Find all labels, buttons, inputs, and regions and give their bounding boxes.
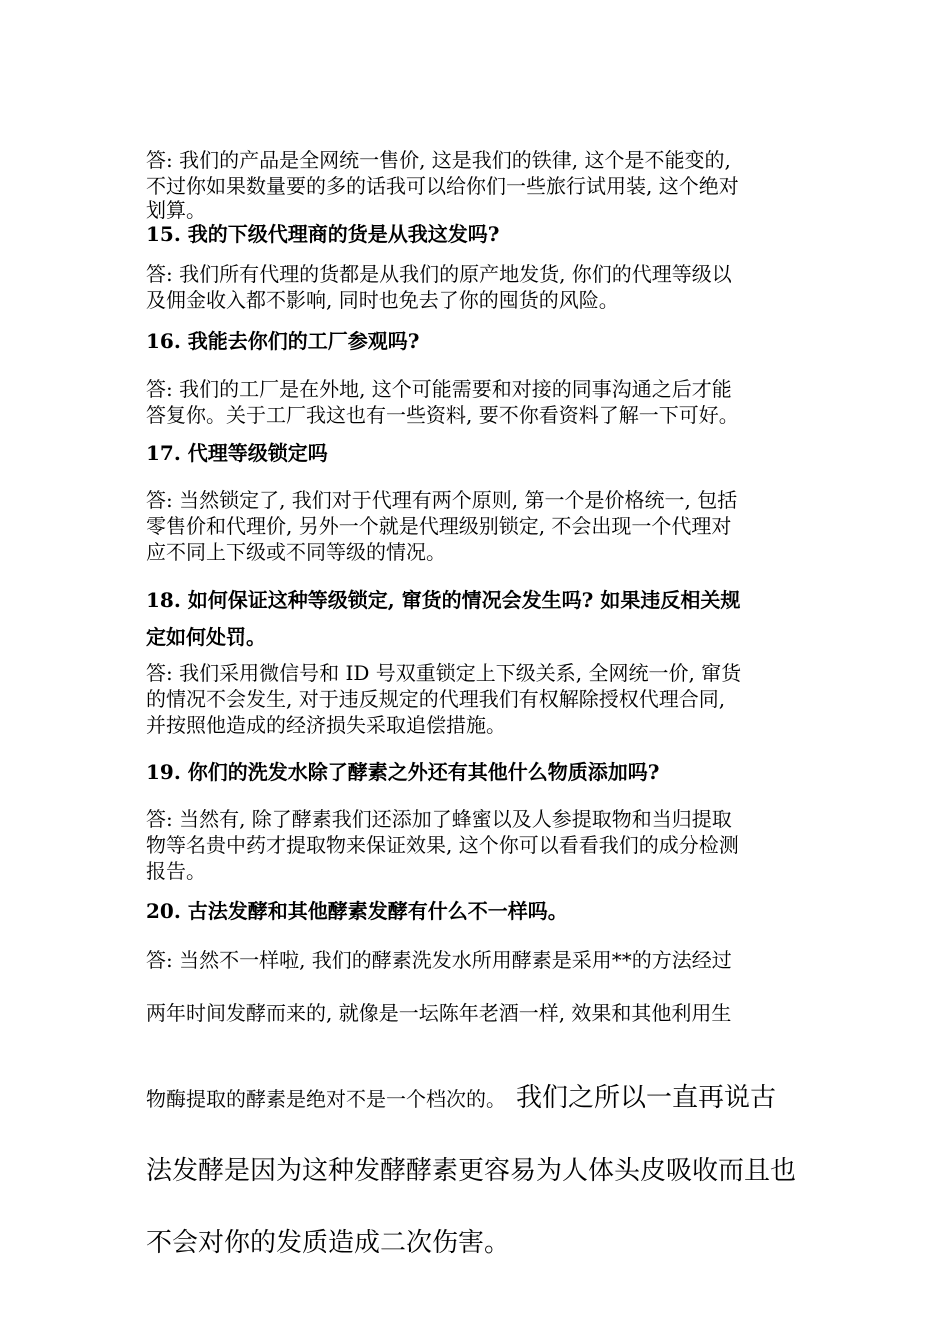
answer-line: 答: 当然锁定了, 我们对于代理有两个原则, 第一个是价格统一, 包括: [146, 488, 738, 512]
question-18: 18. 如何保证这种等级锁定, 窜货的情况会发生吗? 如果违反相关规: [146, 588, 741, 612]
answer-line: 两年时间发酵而来的, 就像是一坛陈年老酒一样, 效果和其他利用生: [146, 1001, 732, 1025]
answer-line: 并按照他造成的经济损失采取追偿措施。: [146, 713, 506, 737]
answer-line: 不会对你的发质造成二次伤害。: [146, 1228, 511, 1258]
answer-line: 物等名贵中药才提取物来保证效果, 这个你可以看看我们的成分检测: [146, 833, 739, 857]
answer-line: 不过你如果数量要的多的话我可以给你们一些旅行试用装, 这个绝对: [146, 174, 739, 198]
answer-line: 答: 我们采用微信号和 ID 号双重锁定上下级关系, 全网统一价, 窜货: [146, 661, 742, 685]
answer-line: 答: 我们所有代理的货都是从我们的原产地发货, 你们的代理等级以: [146, 262, 732, 286]
answer-line-part: 物酶提取的酵素是绝对不是一个档次的。: [146, 1087, 506, 1111]
answer-line: 划算。: [146, 198, 206, 222]
answer-line: 法发酵是因为这种发酵酵素更容易为人体头皮吸收而且也: [146, 1156, 797, 1186]
answer-line: 零售价和代理价, 另外一个就是代理级别锁定, 不会出现一个代理对: [146, 514, 732, 538]
answer-line: 及佣金收入都不影响, 同时也免去了你的囤货的风险。: [146, 288, 619, 312]
answer-line: 答: 当然有, 除了酵素我们还添加了蜂蜜以及人参提取物和当归提取: [146, 807, 732, 831]
question-20: 20. 古法发酵和其他酵素发酵有什么不一样吗。: [146, 899, 568, 923]
answer-line: [146, 1083, 776, 1113]
answer-line: 报告。: [146, 859, 206, 883]
answer-line: 应不同上下级或不同等级的情况。: [146, 540, 446, 564]
answer-line: 答: 我们的产品是全网统一售价, 这是我们的铁律, 这个是不能变的,: [146, 148, 731, 172]
question-19: 19. 你们的洗发水除了酵素之外还有其他什么物质添加吗?: [146, 760, 660, 784]
answer-line: 答复你。关于工厂我这也有一些资料, 要不你看资料了解一下可好。: [146, 403, 739, 427]
question-15: 15. 我的下级代理商的货是从我这发吗?: [146, 222, 500, 246]
question-16: 16. 我能去你们的工厂参观吗?: [146, 329, 420, 353]
answer-line: 答: 当然不一样啦, 我们的酵素洗发水所用酵素是采用**的方法经过: [146, 948, 732, 972]
answer-line-part: 我们之所以一直再说古: [516, 1083, 777, 1113]
answer-line: 答: 我们的工厂是在外地, 这个可能需要和对接的同事沟通之后才能: [146, 377, 732, 401]
question-17: 17. 代理等级锁定吗: [146, 441, 328, 465]
question-18: 定如何处罚。: [146, 625, 266, 649]
answer-line: 的情况不会发生, 对于违反规定的代理我们有权解除授权代理合同,: [146, 687, 726, 711]
